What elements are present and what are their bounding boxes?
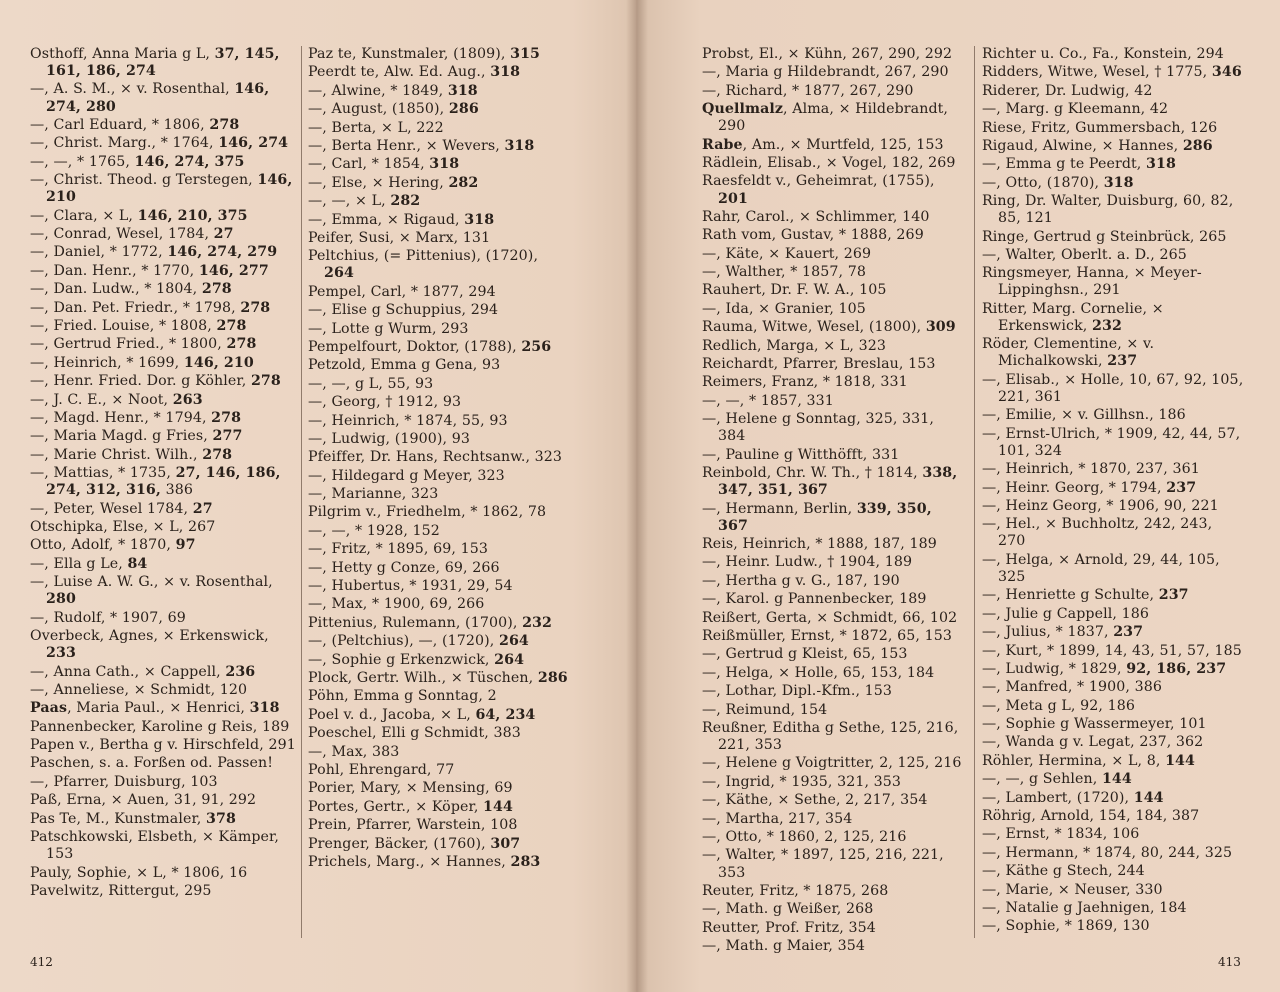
index-entry: —, Ingrid, * 1935, 321, 353	[702, 773, 902, 790]
index-entry: —, —, × L, 282	[308, 193, 421, 210]
index-entry: —, A. S. M., × v. Rosenthal, 146, 274, 280	[30, 81, 270, 115]
index-column-1	[30, 46, 296, 901]
index-entry: —, Natalie g Jaehnigen, 184	[982, 899, 1187, 916]
index-entry: —, Math. g Weißer, 268	[702, 901, 874, 918]
index-entry: Riese, Fritz, Gummersbach, 126	[982, 119, 1218, 136]
index-entry: —, Reimund, 154	[702, 701, 828, 718]
index-entry: —, Otto, (1870), 318	[982, 174, 1134, 191]
index-entry: —, Dan. Pet. Friedr., * 1798, 278	[30, 299, 271, 316]
index-entry: —, Anna Cath., × Cappell, 236	[30, 663, 256, 680]
index-entry: —, Heinrich, * 1699, 146, 210	[30, 354, 254, 371]
index-entry: —, Pauline g Witthöfft, 331	[702, 446, 900, 463]
index-entry: —, Helga, × Holle, 65, 153, 184	[702, 664, 935, 681]
index-entry: —, Mattias, * 1735, 27, 146, 186, 274, 312, 316, 386	[30, 465, 281, 499]
index-entry: —, Heinr. Ludw., † 1904, 189	[702, 554, 913, 571]
index-entry: —, Sophie, * 1869, 130	[982, 918, 1150, 935]
index-entry: —, Helene g Voigtritter, 2, 125, 216	[702, 755, 962, 772]
index-entry: Reutter, Prof. Fritz, 354	[702, 919, 876, 936]
index-entry: —, Heinz Georg, * 1906, 90, 221	[982, 497, 1219, 514]
index-entry: —, Lambert, (1720), 144	[982, 789, 1164, 806]
index-entry: —, Conrad, Wesel, 1784, 27	[30, 226, 234, 243]
index-entry: Röhler, Hermina, × L, 8, 144	[982, 752, 1195, 769]
index-entry: —, Wanda g v. Legat, 237, 362	[982, 734, 1204, 751]
index-entry: Paschen, s. a. Forßen od. Passen!	[30, 755, 274, 772]
index-entry: Quellmalz, Alma, × Hildebrandt, 290	[702, 101, 949, 135]
index-entry: —, Berta Henr., × Wevers, 318	[308, 137, 535, 154]
index-entry: Probst, El., × Kühn, 267, 290, 292	[702, 46, 953, 62]
index-entry: Otschipka, Else, × L, 267	[30, 518, 216, 535]
index-entry: —, Berta, × L, 222	[308, 119, 444, 136]
index-entry: —, Fried. Louise, * 1808, 278	[30, 317, 247, 334]
index-column-2	[308, 46, 570, 872]
index-entry: —, Richard, * 1877, 267, 290	[702, 82, 914, 99]
index-entry: —, Marg. g Kleemann, 42	[982, 101, 1169, 118]
index-entry: —, Math. g Maier, 354	[702, 938, 865, 955]
index-entry: Pilgrim v., Friedhelm, * 1862, 78	[308, 504, 547, 521]
index-entry: —, Marianne, 323	[308, 486, 439, 503]
page-number-right: 413	[1218, 955, 1241, 969]
index-entry: Reuter, Fritz, * 1875, 268	[702, 882, 889, 899]
index-entry: —, Kurt, * 1899, 14, 43, 51, 57, 185	[982, 642, 1242, 659]
index-entry: Riderer, Dr. Ludwig, 42	[982, 82, 1153, 99]
index-entry: —, Lothar, Dipl.-Kfm., 153	[702, 683, 893, 700]
index-entry: —, Gertrud Fried., * 1800, 278	[30, 336, 257, 353]
index-entry: Poel v. d., Jacoba, × L, 64, 234	[308, 706, 536, 723]
column-divider-left	[301, 46, 302, 938]
index-entry: Pohl, Ehrengard, 77	[308, 761, 455, 778]
index-entry: —, Emma g te Peerdt, 318	[982, 156, 1176, 173]
index-entry: Prichels, Marg., × Hannes, 283	[308, 853, 541, 870]
index-entry: —, Walther, * 1857, 78	[702, 264, 867, 281]
index-entry: —, Käthe g Stech, 244	[982, 863, 1145, 880]
index-entry: —, Ida, × Granier, 105	[702, 300, 866, 317]
index-entry: —, —, * 1765, 146, 274, 375	[30, 153, 245, 170]
index-entry: —, Henr. Fried. Dor. g Köhler, 278	[30, 373, 281, 390]
index-entry: —, Ludwig, (1900), 93	[308, 430, 470, 447]
index-entry: —, Heinr. Georg, * 1794, 237	[982, 479, 1197, 496]
index-entry: —, Helene g Sonntag, 325, 331, 384	[702, 411, 935, 445]
index-entry: —, Clara, × L, 146, 210, 375	[30, 207, 248, 224]
index-entry: Reis, Heinrich, * 1888, 187, 189	[702, 536, 937, 553]
index-entry: Pempelfourt, Doktor, (1788), 256	[308, 338, 552, 355]
index-entry: Reinbold, Chr. W. Th., † 1814, 338, 347, 351, 367	[702, 465, 958, 499]
index-entry: Richter u. Co., Fa., Konstein, 294	[982, 46, 1224, 62]
index-entry: —, Heinrich, * 1870, 237, 361	[982, 461, 1200, 478]
index-entry: Pfeiffer, Dr. Hans, Rechtsanw., 323	[308, 449, 563, 466]
index-entry: —, Lotte g Wurm, 293	[308, 320, 469, 337]
index-entry: Overbeck, Agnes, × Erkenswick, 233	[30, 628, 269, 662]
column-divider-right	[974, 46, 975, 938]
index-entry: —, J. C. E., × Noot, 263	[30, 391, 203, 408]
index-entry: Paz te, Kunstmaler, (1809), 315	[308, 46, 541, 62]
index-entry: —, Alwine, * 1849, 318	[308, 82, 478, 99]
index-entry: —, Hetty g Conze, 69, 266	[308, 559, 500, 576]
index-entry: —, Dan. Ludw., * 1804, 278	[30, 281, 232, 298]
index-entry: Rath vom, Gustav, * 1888, 269	[702, 227, 924, 244]
index-entry: —, Dan. Henr., * 1770, 146, 277	[30, 262, 269, 279]
index-entry: —, Julius, * 1837, 237	[982, 624, 1144, 641]
index-entry: Redlich, Marga, × L, 323	[702, 337, 886, 354]
index-entry: Rauma, Witwe, Wesel, (1800), 309	[702, 319, 956, 336]
index-entry: Poeschel, Elli g Schmidt, 383	[308, 725, 521, 742]
index-entry: —, Elise g Schuppius, 294	[308, 302, 499, 319]
index-entry: —, Hubertus, * 1931, 29, 54	[308, 578, 513, 595]
index-entry: Pöhn, Emma g Sonntag, 2	[308, 688, 497, 705]
index-entry: —, Georg, † 1912, 93	[308, 394, 462, 411]
page-number-left: 412	[30, 955, 53, 969]
index-entry: —, Sophie g Wassermeyer, 101	[982, 716, 1207, 733]
index-entry: Ringe, Gertrud g Steinbrück, 265	[982, 228, 1227, 245]
index-entry: —, Walter, * 1897, 125, 216, 221, 353	[702, 847, 944, 881]
index-entry: Paß, Erna, × Auen, 31, 91, 292	[30, 792, 257, 809]
index-entry: —, Otto, * 1860, 2, 125, 216	[702, 829, 907, 846]
book-gutter	[626, 0, 648, 992]
index-entry: Ringsmeyer, Hanna, × Meyer-Lippinghsn., 291	[982, 265, 1202, 299]
index-entry: Rauhert, Dr. F. W. A., 105	[702, 282, 887, 299]
index-entry: Röhrig, Arnold, 154, 184, 387	[982, 808, 1200, 825]
index-entry: —, Ernst, * 1834, 106	[982, 826, 1140, 843]
index-entry: Petzold, Emma g Gena, 93	[308, 357, 501, 374]
index-entry: —, Max, 383	[308, 743, 400, 760]
index-entry: —, August, (1850), 286	[308, 101, 479, 118]
index-entry: —, Hermann, * 1874, 80, 244, 325	[982, 844, 1233, 861]
index-entry: —, Elisab., × Holle, 10, 67, 92, 105, 221, 361	[982, 371, 1244, 405]
index-entry: Osthoff, Anna Maria g L, 37, 145, 161, 186, 274	[30, 46, 280, 80]
index-entry: —, Käte, × Kauert, 269	[702, 245, 872, 262]
index-entry: Otto, Adolf, * 1870, 97	[30, 537, 196, 554]
index-entry: Prenger, Bäcker, (1760), 307	[308, 835, 521, 852]
index-entry: Röder, Clementine, × v. Michalkowski, 237	[982, 336, 1155, 370]
index-entry: Reißert, Gerta, × Schmidt, 66, 102	[702, 609, 958, 626]
index-entry: Portes, Gertr., × Köper, 144	[308, 798, 513, 815]
index-entry: —, Maria g Hildebrandt, 267, 290	[702, 64, 949, 81]
index-entry: —, (Peltchius), —, (1720), 264	[308, 633, 529, 650]
index-entry: Ritter, Marg. Cornelie, × Erkenswick, 232	[982, 300, 1164, 334]
index-entry: Porier, Mary, × Mensing, 69	[308, 780, 513, 797]
index-entry: —, Hermann, Berlin, 339, 350, 367	[702, 500, 932, 534]
index-entry: —, Marie, × Neuser, 330	[982, 881, 1163, 898]
index-entry: —, Luise A. W. G., × v. Rosenthal, 280	[30, 574, 273, 608]
index-entry: —, Fritz, * 1895, 69, 153	[308, 541, 488, 558]
index-entry: —, Anneliese, × Schmidt, 120	[30, 681, 248, 698]
index-entry: —, Hel., × Buchholtz, 242, 243, 270	[982, 516, 1213, 550]
index-entry: —, Daniel, * 1772, 146, 274, 279	[30, 244, 278, 261]
index-entry: Reimers, Franz, * 1818, 331	[702, 374, 908, 391]
index-entry: —, Else, × Hering, 282	[308, 174, 479, 191]
index-entry: Pempel, Carl, * 1877, 294	[308, 283, 496, 300]
index-entry: Ring, Dr. Walter, Duisburg, 60, 82, 85, 121	[982, 193, 1234, 227]
index-column-4	[982, 46, 1244, 937]
index-entry: —, Magd. Henr., * 1794, 278	[30, 409, 242, 426]
index-entry: —, Julie g Cappell, 186	[982, 605, 1149, 622]
index-entry: —, Henriette g Schulte, 237	[982, 587, 1189, 604]
index-entry: —, Martha, 217, 354	[702, 810, 853, 827]
index-entry: Rahr, Carol., × Schlimmer, 140	[702, 208, 930, 225]
index-entry: Paas, Maria Paul., × Henrici, 318	[30, 700, 280, 717]
index-entry: —, Käthe, × Sethe, 2, 217, 354	[702, 792, 928, 809]
index-entry: Rädlein, Elisab., × Vogel, 182, 269	[702, 155, 956, 172]
index-entry: —, —, * 1857, 331	[702, 392, 834, 409]
index-entry: —, Meta g L, 92, 186	[982, 697, 1135, 714]
index-entry: —, Helga, × Arnold, 29, 44, 105, 325	[982, 551, 1220, 585]
index-entry: —, Christ. Theod. g Terstegen, 146, 210	[30, 172, 293, 206]
index-entry: Pannenbecker, Karoline g Reis, 189	[30, 718, 290, 735]
index-entry: —, Ernst-Ulrich, * 1909, 42, 44, 57, 101, 324	[982, 425, 1241, 459]
index-entry: —, Heinrich, * 1874, 55, 93	[308, 412, 508, 429]
index-entry: Papen v., Bertha g v. Hirschfeld, 291	[30, 737, 296, 754]
index-entry: —, Carl Eduard, * 1806, 278	[30, 116, 240, 133]
index-entry: —, Gertrud g Kleist, 65, 153	[702, 646, 908, 663]
index-entry: Pavelwitz, Rittergut, 295	[30, 882, 212, 899]
index-entry: —, Max, * 1900, 69, 266	[308, 596, 485, 613]
index-entry: —, Rudolf, * 1907, 69	[30, 609, 186, 626]
index-entry: —, Sophie g Erkenzwick, 264	[308, 651, 525, 668]
index-entry: —, Hildegard g Meyer, 323	[308, 467, 505, 484]
index-entry: Reißmüller, Ernst, * 1872, 65, 153	[702, 628, 952, 645]
index-entry: —, Karol. g Pannenbecker, 189	[702, 591, 927, 608]
index-column-3	[702, 46, 964, 956]
index-entry: —, Hertha g v. G., 187, 190	[702, 572, 900, 589]
index-entry: Peerdt te, Alw. Ed. Aug., 318	[308, 64, 521, 81]
index-entry: Plock, Gertr. Wilh., × Tüschen, 286	[308, 669, 568, 686]
index-entry: —, Emilie, × v. Gillhsn., 186	[982, 407, 1186, 424]
index-entry: Rabe, Am., × Murtfeld, 125, 153	[702, 136, 944, 153]
index-entry: Peltchius, (= Pittenius), (1720), 264	[308, 248, 539, 282]
index-entry: —, Emma, × Rigaud, 318	[308, 211, 495, 228]
index-entry: Rigaud, Alwine, × Hannes, 286	[982, 137, 1213, 154]
index-entry: —, Maria Magd. g Fries, 277	[30, 428, 243, 445]
index-entry: Prein, Pfarrer, Warstein, 108	[308, 817, 518, 834]
index-entry: —, —, g L, 55, 93	[308, 375, 434, 392]
index-entry: Peifer, Susi, × Marx, 131	[308, 229, 491, 246]
index-entry: —, Ella g Le, 84	[30, 555, 148, 572]
index-entry: Reußner, Editha g Sethe, 125, 216, 221, 353	[702, 719, 959, 754]
index-entry: Patschkowski, Elsbeth, × Kämper, 153	[30, 829, 279, 863]
index-entry: —, Pfarrer, Duisburg, 103	[30, 773, 218, 790]
index-entry: —, Manfred, * 1900, 386	[982, 679, 1162, 696]
index-entry: —, Christ. Marg., * 1764, 146, 274	[30, 135, 289, 152]
index-entry: —, —, g Sehlen, 144	[982, 771, 1132, 788]
index-entry: —, Peter, Wesel 1784, 27	[30, 500, 213, 517]
index-entry: —, Walter, Oberlt. a. D., 265	[982, 247, 1187, 263]
index-entry: Pas Te, M., Kunstmaler, 378	[30, 810, 236, 827]
index-entry: Raesfeldt v., Geheimrat, (1755), 201	[702, 173, 935, 207]
index-entry: —, Marie Christ. Wilh., 278	[30, 446, 233, 463]
index-entry: —, —, * 1928, 152	[308, 522, 440, 539]
index-entry: —, Ludwig, * 1829, 92, 186, 237	[982, 660, 1227, 677]
index-entry: Pittenius, Rulemann, (1700), 232	[308, 614, 552, 631]
index-entry: Reichardt, Pfarrer, Breslau, 153	[702, 356, 936, 373]
index-entry: —, Carl, * 1854, 318	[308, 156, 460, 173]
index-entry: Ridders, Witwe, Wesel, † 1775, 346	[982, 64, 1242, 81]
index-entry: Pauly, Sophie, × L, * 1806, 16	[30, 864, 248, 881]
